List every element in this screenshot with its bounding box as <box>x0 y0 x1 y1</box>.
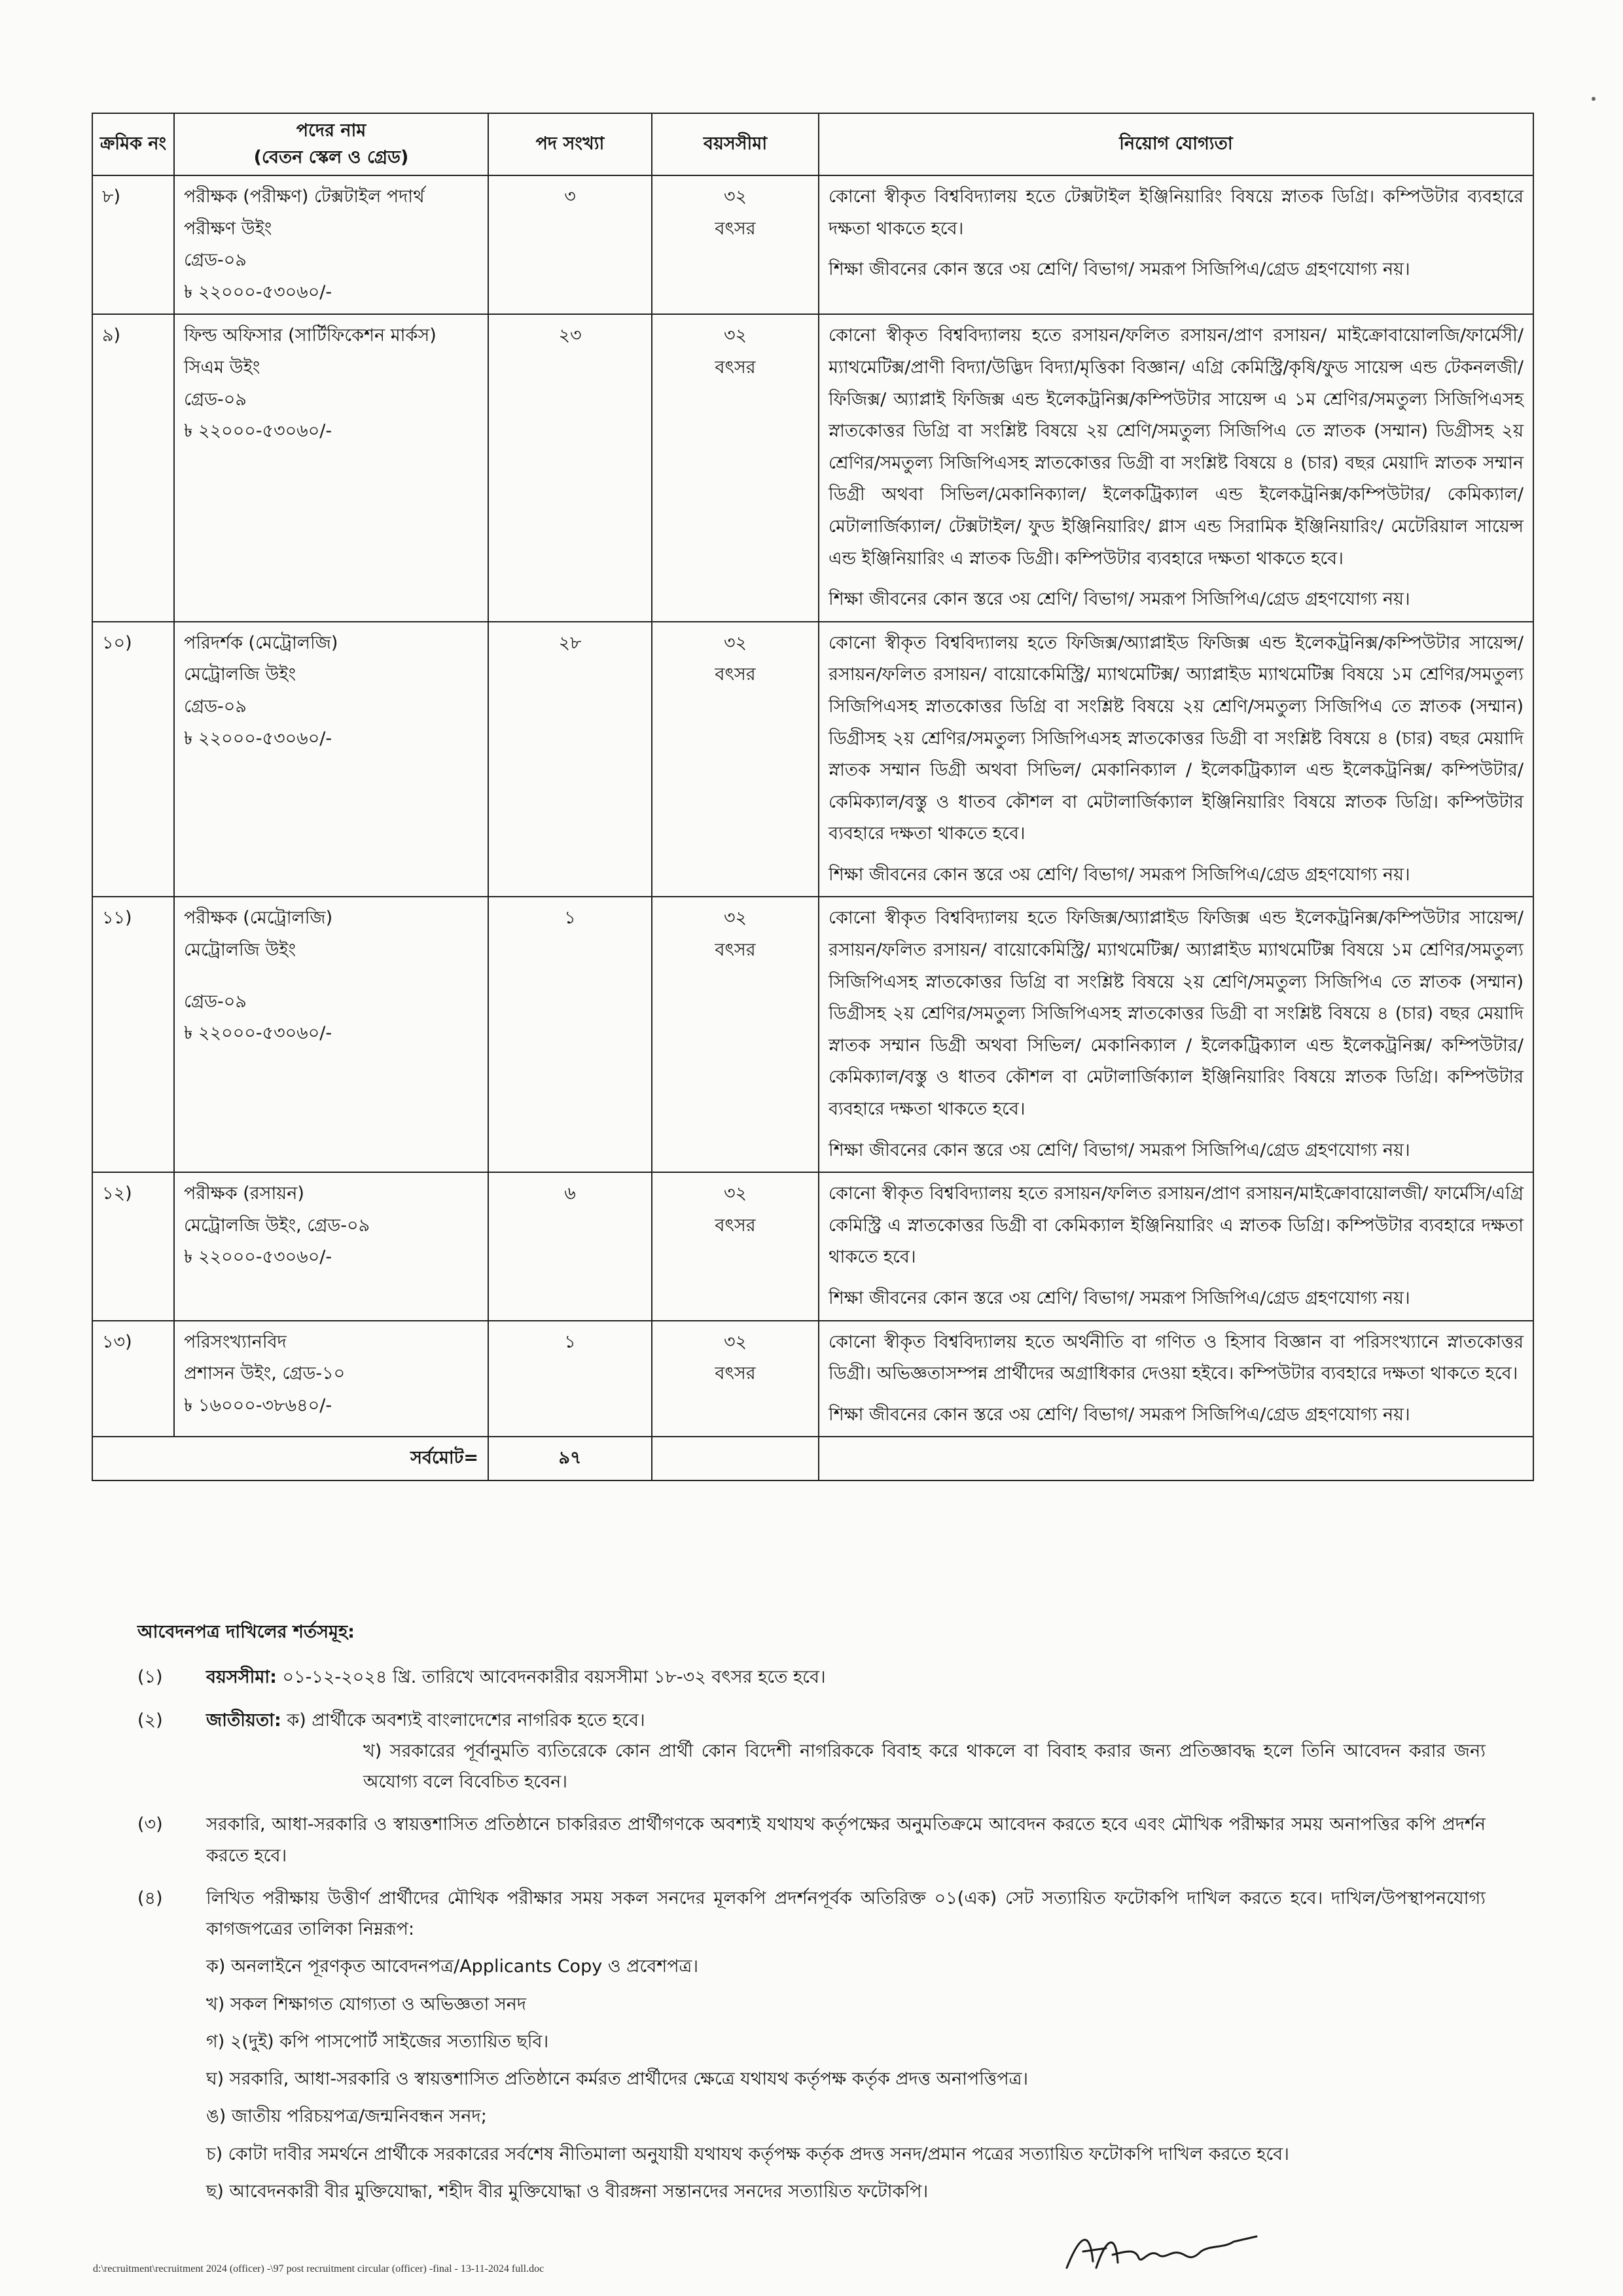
age-unit: বৎসর <box>715 218 756 239</box>
condition-nationality <box>137 1705 1486 1798</box>
post-line: ৳ ২২০০০-৫৩০৬০/- <box>184 1247 332 1268</box>
row-qualification <box>819 314 1533 621</box>
age-unit: বৎসর <box>715 357 756 378</box>
row-count: ৬ <box>488 1172 652 1320</box>
row-serial: ১১) <box>92 897 174 1172</box>
condition-noc <box>137 1809 1486 1871</box>
condition-text: ক) প্রার্থীকে অবশ্যই বাংলাদেশের নাগরিক হতে হবে। <box>281 1710 645 1731</box>
age-value: ৩২ <box>723 1331 747 1352</box>
recruitment-table <box>92 113 1534 1481</box>
qualification-text: কোনো স্বীকৃত বিশ্ববিদ্যালয় হতে ফিজিক্স/অ্যাপ্লাইড ফিজিক্স এন্ড ইলেকট্রনিক্স/কম্পিউটার সায়েন্স/ রসায়ন/ফলিত রসায়ন/ বায়োকেমিস্ট্রি/ ম্যাথমেটিক্স/ অ্যাপ্লাইড ম্যাথমেটিক্স বিষয়ে ১ম শ্রেণির/সমতুল্য সিজিপিএসহ স্নাতকোত্তর ডিগ্রি বা সংশ্লিষ্ট বিষয়ে ২য় শ্রেণি/সমতুল্য সিজিপিএ তে স্নাতক (সম্মান) ডিগ্রীসহ ২য় শ্রেণির/সমতুল্য সিজিপিএসহ স্নাতকোত্তর ডিগ্রী বা সংশ্লিষ্ট বিষয়ে ৪ (চার) বছর মেয়াদি স্নাতক সম্মান ডিগ্রী অথবা সিভিল/ মেকানিক্যাল / ইলেকট্রিক্যাল এন্ড ইলেকট্রনিক্স/ কম্পিউটার/ কেমিক্যাল/বস্তু ও ধাতব কৌশল বা মেটালার্জিক্যাল ইঞ্জিনিয়ারিং বিষয়ে স্নাতক ডিগ্রি। কম্পিউটার ব্যবহারে দক্ষতা থাকতে হবে। <box>829 908 1524 1120</box>
post-line: মেট্রোলজি উইং, গ্রেড-০৯ <box>184 1215 370 1236</box>
list-item: ক) অনলাইনে পূরণকৃত আবেদনপত্র/Applicants Copy ও প্রবেশপত্র। <box>206 1956 699 1977</box>
age-unit: বৎসর <box>715 664 756 685</box>
row-age <box>652 175 819 314</box>
table-row <box>92 622 1533 897</box>
row-count: ২৮ <box>488 622 652 897</box>
qualification-note: শিক্ষা জীবনের কোন স্তরে ৩য় শ্রেণি/ বিভাগ/ সমরূপ সিজিপিএ/গ্রেড গ্রহণযোগ্য নয়। <box>829 259 1410 280</box>
list-item: খ) সকল শিক্ষাগত যোগ্যতা ও অভিজ্ঞতা সনদ <box>206 1994 527 2015</box>
row-count: ২৩ <box>488 314 652 621</box>
qualification-text: কোনো স্বীকৃত বিশ্ববিদ্যালয় হতে রসায়ন/ফলিত রসায়ন/প্রাণ রসায়ন/মাইক্রোবায়োলজী/ ফার্মেসি/এগ্রি কেমিস্ট্রি এ স্নাতকোত্তর ডিগ্রী বা কেমিক্যাল ইঞ্জিনিয়ারিং এ স্নাতক ডিগ্রি। কম্পিউটার ব্যবহারে দক্ষতা থাকতে হবে। <box>829 1183 1524 1268</box>
qualification-note: শিক্ষা জীবনের কোন স্তরে ৩য় শ্রেণি/ বিভাগ/ সমরূপ সিজিপিএ/গ্রেড গ্রহণযোগ্য নয়। <box>829 1139 1410 1160</box>
list-item: ছ) আবেদনকারী বীর মুক্তিযোদ্ধা, শহীদ বীর মুক্তিযোদ্ধা ও বীরঙ্গনা সন্তানদের সনদের সত্যায়িত ফটোকপি। <box>206 2181 929 2202</box>
qualification-note: শিক্ষা জীবনের কোন স্তরে ৩য় শ্রেণি/ বিভাগ/ সমরূপ সিজিপিএ/গ্রেড গ্রহণযোগ্য নয়। <box>829 1288 1410 1308</box>
row-post <box>174 1321 488 1437</box>
condition-text: ০১-১২-২০২৪ খ্রি. তারিখে আবেদনকারীর বয়সসীমা ১৮-৩২ বৎসর হতে হবে। <box>276 1667 826 1688</box>
row-age <box>652 622 819 897</box>
table-row <box>92 175 1533 314</box>
condition-subtext: খ) সরকারের পূর্বানুমতি ব্যতিরেকে কোন প্রার্থী কোন বিদেশী নাগরিককে বিবাহ করে থাকলে বা বিবাহ করার জন্য প্রতিজ্ঞাবদ্ধ হলে তিনি আবেদন করার জন্য অযোগ্য বলে বিবেচিত হবেন। <box>363 1740 1486 1792</box>
qualification-text: কোনো স্বীকৃত বিশ্ববিদ্যালয় হতে ফিজিক্স/অ্যাপ্লাইড ফিজিক্স এন্ড ইলেকট্রনিক্স/কম্পিউটার সায়েন্স/ রসায়ন/ফলিত রসায়ন/ বায়োকেমিস্ট্রি/ ম্যাথমেটিক্স/ অ্যাপ্লাইড ম্যাথমেটিক্স বিষয়ে ১ম শ্রেণির/সমতুল্য সিজিপিএসহ স্নাতকোত্তর ডিগ্রি বা সংশ্লিষ্ট বিষয়ে ২য় শ্রেণি/সমতুল্য সিজিপিএ তে স্নাতক (সম্মান) ডিগ্রীসহ ২য় শ্রেণির/সমতুল্য সিজিপিএসহ স্নাতকোত্তর ডিগ্রী বা সংশ্লিষ্ট বিষয়ে ৪ (চার) বছর মেয়াদি স্নাতক সম্মান ডিগ্রী অথবা সিভিল/ মেকানিক্যাল / ইলেকট্রিক্যাল এন্ড ইলেকট্রনিক্স/ কম্পিউটার/ কেমিক্যাল/বস্তু ও ধাতব কৌশল বা মেটালার্জিক্যাল ইঞ্জিনিয়ারিং বিষয়ে স্নাতক ডিগ্রি। কম্পিউটার ব্যবহারে দক্ষতা থাকতে হবে। <box>829 632 1524 844</box>
total-label: সর্বমোট= <box>92 1437 488 1480</box>
condition-label: বয়সসীমা: <box>206 1667 277 1688</box>
row-post <box>174 897 488 1172</box>
row-qualification <box>819 1321 1533 1437</box>
row-count: ১ <box>488 1321 652 1437</box>
post-line: ৳ ১৬০০০-৩৮৬৪০/- <box>184 1395 332 1416</box>
post-line: পরীক্ষক (পরীক্ষণ) টেক্সটাইল পদার্থ পরীক্ষণ উইং <box>184 187 425 239</box>
qualification-note: শিক্ষা জীবনের কোন স্তরে ৩য় শ্রেণি/ বিভাগ/ সমরূপ সিজিপিএ/গ্রেড গ্রহণযোগ্য নয়। <box>829 589 1410 610</box>
signature <box>1060 2222 1270 2281</box>
table-row <box>92 1172 1533 1320</box>
row-count: ১ <box>488 897 652 1172</box>
row-post <box>174 1172 488 1320</box>
age-value: ৩২ <box>723 632 747 653</box>
row-serial: ১৩) <box>92 1321 174 1437</box>
row-qualification <box>819 622 1533 897</box>
table-row <box>92 1321 1533 1437</box>
scan-dot <box>1592 97 1596 101</box>
age-unit: বৎসর <box>715 940 756 961</box>
row-age <box>652 1321 819 1437</box>
condition-label: জাতীয়তা: <box>206 1710 281 1731</box>
row-post <box>174 622 488 897</box>
header-count: পদ সংখ্যা <box>488 113 652 175</box>
header-post-name <box>174 113 488 175</box>
table-row <box>92 314 1533 621</box>
post-line: গ্রেড-০৯ <box>184 389 247 410</box>
post-line: সিএম উইং <box>184 357 260 378</box>
row-serial: ১২) <box>92 1172 174 1320</box>
condition-number: (৩) <box>137 1814 163 1835</box>
post-line: গ্রেড-০৯ <box>184 250 247 271</box>
row-qualification <box>819 175 1533 314</box>
post-line: ৳ ২২০০০-৫৩০৬০/- <box>184 1023 332 1044</box>
condition-number: (১) <box>137 1667 163 1688</box>
total-row <box>92 1437 1533 1480</box>
condition-documents <box>137 1883 1486 1945</box>
age-value: ৩২ <box>723 908 747 929</box>
post-line: প্রশাসন উইং, গ্রেড-১০ <box>184 1363 346 1384</box>
condition-number: (২) <box>137 1710 163 1731</box>
post-line: গ্রেড-০৯ <box>184 991 247 1012</box>
age-value: ৩২ <box>723 1183 747 1204</box>
row-serial: ৯) <box>92 314 174 621</box>
post-line: মেট্রোলজি উইং <box>184 940 296 961</box>
list-item: চ) কোটা দাবীর সমর্থনে প্রার্থীকে সরকারের সর্বশেষ নীতিমালা অনুযায়ী যথাযথ কর্তৃপক্ষ কর্তৃক প্রদত্ত সনদ/প্রমান পত্রের সত্যায়িত ফটোকপি দাখিল করতে হবে। <box>206 2144 1289 2164</box>
total-empty-cell <box>652 1437 819 1480</box>
row-age <box>652 1172 819 1320</box>
header-post-name-sub: (বেতন স্কেল ও গ্রেড) <box>253 147 409 168</box>
total-empty-cell <box>819 1437 1533 1480</box>
post-line: পরীক্ষক (মেট্রোলজি) <box>184 908 333 929</box>
qualification-text: কোনো স্বীকৃত বিশ্ববিদ্যালয় হতে অর্থনীতি বা গণিত ও হিসাব বিজ্ঞান বা পরিসংখ্যানে স্নাতকোত্তর ডিগ্রী। অভিজ্ঞতাসম্পন্ন প্রার্থীদের অগ্রাধিকার দেওয়া হইবে। কম্পিউটার ব্যবহারে দক্ষতা থাকতে হবে। <box>829 1331 1524 1384</box>
qualification-text: কোনো স্বীকৃত বিশ্ববিদ্যালয় হতে টেক্সটাইল ইঞ্জিনিয়ারিং বিষয়ে স্নাতক ডিগ্রি। কম্পিউটার ব্যবহারে দক্ষতা থাকতে হবে। <box>829 187 1524 239</box>
qualification-text: কোনো স্বীকৃত বিশ্ববিদ্যালয় হতে রসায়ন/ফলিত রসায়ন/প্রাণ রসায়ন/ মাইক্রোবায়োলজি/ফার্মেসী/ম্যাথমেটিক্স/প্রাণী বিদ্যা/উদ্ভিদ বিদ্যা/মৃত্তিকা বিজ্ঞান/ এগ্রি কেমিস্ট্রি/কৃষি/ফুড সায়েন্স এন্ড টেকনলজী/ফিজিক্স/ অ্যাপ্লাই ফিজিক্স এন্ড ইলেকট্রনিক্স/কম্পিউটার সায়েন্স এ ১ম শ্রেণির/সমতুল্য সিজিপিএসহ স্নাতকোত্তর ডিগ্রি বা সংশ্লিষ্ট বিষয়ে ২য় শ্রেণি/সমতুল্য সিজিপিএ তে স্নাতক (সম্মান) ডিগ্রীসহ ২য় শ্রেণির/সমতুল্য সিজিপিএসহ স্নাতকোত্তর ডিগ্রী বা সংশ্লিষ্ট বিষয়ে ৪ (চার) বছর মেয়াদি স্নাতক সম্মান ডিগ্রী অথবা সিভিল/মেকানিক্যাল/ ইলেকট্রিক্যাল এন্ড ইলেকট্রনিক্স/কম্পিউটার/ কেমিক্যাল/মেটালার্জিক্যাল/ টেক্সটাইল/ ফুড ইঞ্জিনিয়ারিং/ গ্লাস এন্ড সিরামিক ইঞ্জিনিয়ারিং/ মেটেরিয়াল সায়েন্স এন্ড ইঞ্জিনিয়ারিং এ স্নাতক ডিগ্রী। কম্পিউটার ব্যবহারে দক্ষতা থাকতে হবে। <box>829 325 1524 569</box>
row-serial: ১০) <box>92 622 174 897</box>
table-header-row <box>92 113 1533 175</box>
post-line: ফিল্ড অফিসার (সার্টিফিকেশন মার্কস) <box>184 325 437 346</box>
list-item: ঘ) সরকারি, আধা-সরকারি ও স্বায়ত্তশাসিত প্রতিষ্ঠানে কর্মরত প্রার্থীদের ক্ষেত্রে যথাযথ কর্তৃপক্ষ কর্তৃক প্রদত্ত অনাপত্তিপত্র। <box>206 2069 1029 2089</box>
condition-number: (৪) <box>137 1888 163 1909</box>
age-unit: বৎসর <box>715 1363 756 1384</box>
post-line: পরিসংখ্যানবিদ <box>184 1331 287 1352</box>
list-item: গ) ২(দুই) কপি পাসপোর্ট সাইজের সত্যায়িত ছবি। <box>206 2031 549 2052</box>
header-post-name-label: পদের নাম <box>296 120 366 141</box>
row-serial: ৮) <box>92 175 174 314</box>
age-value: ৩২ <box>723 187 747 207</box>
file-path: d:\recruitment\recruitment 2024 (officer) -\97 post recruitment circular (officer) -final - 13-11-2024 full.doc <box>93 2263 544 2274</box>
condition-age <box>137 1662 1486 1693</box>
header-serial: ক্রমিক নং <box>92 113 174 175</box>
total-value: ৯৭ <box>488 1437 652 1480</box>
age-value: ৩২ <box>723 325 747 346</box>
row-count: ৩ <box>488 175 652 314</box>
row-age <box>652 897 819 1172</box>
condition-text: সরকারি, আধা-সরকারি ও স্বায়ত্তশাসিত প্রতিষ্ঠানে চাকরিরত প্রার্থীগণকে অবশ্যই যথাযথ কর্তৃপক্ষের অনুমতিক্রমে আবেদন করতে হবে এবং মৌখিক পরীক্ষার সময় অনাপত্তির কপি প্রদর্শন করতে হবে। <box>206 1814 1486 1866</box>
row-qualification <box>819 897 1533 1172</box>
post-line: ৳ ২২০০০-৫৩০৬০/- <box>184 728 332 749</box>
qualification-note: শিক্ষা জীবনের কোন স্তরে ৩য় শ্রেণি/ বিভাগ/ সমরূপ সিজিপিএ/গ্রেড গ্রহণযোগ্য নয়। <box>829 864 1410 885</box>
row-post <box>174 314 488 621</box>
header-age: বয়সসীমা <box>652 113 819 175</box>
row-age <box>652 314 819 621</box>
post-line: পরিদর্শক (মেট্রোলজি) <box>184 632 338 653</box>
age-unit: বৎসর <box>715 1215 756 1236</box>
post-line: গ্রেড-০৯ <box>184 696 247 717</box>
row-qualification <box>819 1172 1533 1320</box>
post-line: ৳ ২২০০০-৫৩০৬০/- <box>184 281 332 302</box>
list-item: ঙ) জাতীয় পরিচয়পত্র/জন্মনিবন্ধন সনদ; <box>206 2106 487 2127</box>
condition-text: লিখিত পরীক্ষায় উত্তীর্ণ প্রার্থীদের মৌখিক পরীক্ষার সময় সকল সনদের মূলকপি প্রদর্শনপূর্বক অতিরিক্ত ০১(এক) সেট সত্যায়িত ফটোকপি দাখিল করতে হবে। দাখিল/উপস্থাপনযোগ্য কাগজপত্রের তালিকা নিম্নরূপ: <box>206 1888 1486 1939</box>
post-line: পরীক্ষক (রসায়ন) <box>184 1183 304 1204</box>
header-qualification: নিয়োগ যোগ্যতা <box>819 113 1533 175</box>
post-line: ৳ ২২০০০-৫৩০৬০/- <box>184 421 332 442</box>
table-row <box>92 897 1533 1172</box>
qualification-note: শিক্ষা জীবনের কোন স্তরে ৩য় শ্রেণি/ বিভাগ/ সমরূপ সিজিপিএ/গ্রেড গ্রহণযোগ্য নয়। <box>829 1404 1410 1425</box>
conditions-title: আবেদনপত্র দাখিলের শর্তসমূহ: <box>137 1622 355 1642</box>
post-line: মেট্রোলজি উইং <box>184 664 296 685</box>
application-conditions <box>137 1617 1486 2214</box>
row-post <box>174 175 488 314</box>
